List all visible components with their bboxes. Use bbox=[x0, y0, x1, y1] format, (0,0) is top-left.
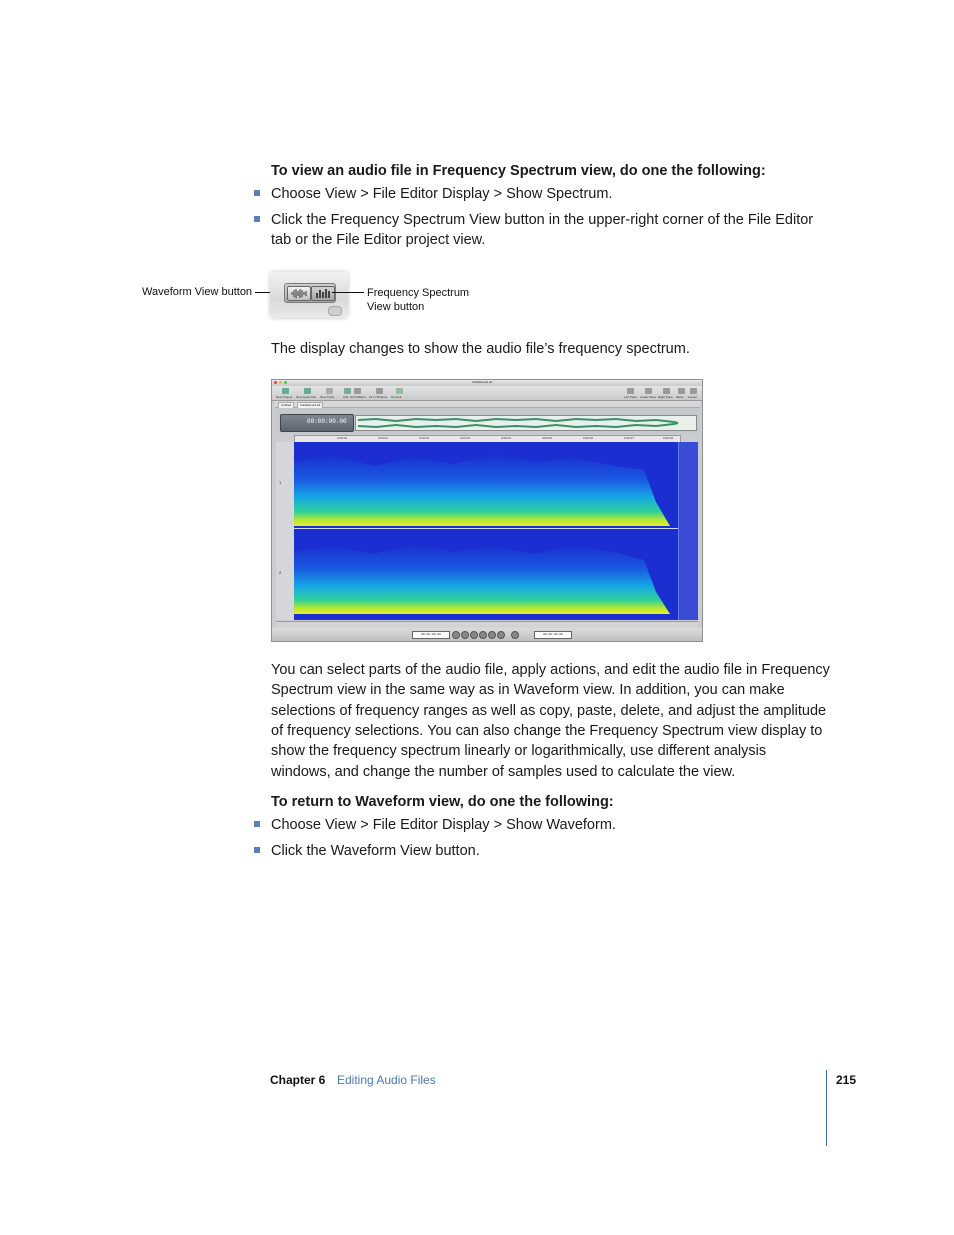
ruler-tick-label: 0:00:06 bbox=[583, 436, 594, 440]
ruler-tick-label: 0:00:00 bbox=[337, 436, 348, 440]
list-item: Click the Frequency Spectrum View button in the upper-right corner of the File Editor bbox=[271, 212, 814, 228]
toolbar-label[interactable]: Add bbox=[343, 395, 349, 399]
toolbar-label[interactable]: Layout bbox=[688, 395, 698, 399]
loop-button[interactable] bbox=[479, 631, 487, 639]
timecode-value: 00:00:00.00 bbox=[307, 418, 347, 425]
ruler-tick-label: 0:00:02 bbox=[419, 436, 430, 440]
play-button[interactable] bbox=[461, 631, 469, 639]
paragraph-line: show the frequency spectrum linearly or logarithmically, use different analysis bbox=[271, 743, 767, 759]
section-heading-waveform: To return to Waveform view, do one the following: bbox=[271, 794, 614, 810]
ruler-tick-label: 0:00:04 bbox=[501, 436, 512, 440]
ruler-tick-label: 0:00:05 bbox=[542, 436, 553, 440]
commit-icon bbox=[396, 388, 403, 394]
paragraph-line: You can select parts of the audio file, apply actions, and edit the audio file in Frequency bbox=[271, 662, 830, 678]
toolbar-label[interactable]: New Audio File bbox=[296, 395, 317, 399]
ruler-tick-label: 0:00:01 bbox=[378, 436, 389, 440]
spectrogram-image bbox=[294, 442, 679, 620]
duration-field[interactable]: 00:00:00.00 bbox=[534, 631, 572, 639]
waveform-icon bbox=[288, 287, 310, 300]
transport-button[interactable] bbox=[497, 631, 505, 639]
tab-bar bbox=[275, 401, 700, 408]
channel-label: 1 bbox=[279, 480, 282, 485]
new-track-icon bbox=[326, 388, 333, 394]
record-button[interactable] bbox=[511, 631, 519, 639]
timecode-display bbox=[280, 414, 354, 432]
file-editor-screenshot bbox=[271, 379, 703, 642]
list-item: Choose View > File Editor Display > Show Waveform. bbox=[271, 817, 616, 833]
scroll-knob bbox=[328, 306, 342, 316]
new-audio-file-icon bbox=[304, 388, 311, 394]
toolbar-label[interactable]: Fit in Window bbox=[369, 395, 388, 399]
fit-in-window-icon bbox=[376, 388, 383, 394]
transport-bar bbox=[272, 628, 702, 642]
callout-spectrum-button-line2: View button bbox=[367, 301, 425, 313]
view-toggle-group bbox=[284, 283, 336, 303]
window-title: ClickRecord.aif bbox=[472, 380, 493, 384]
list-item: Click the Waveform View button. bbox=[271, 843, 480, 859]
horizontal-scrollbar[interactable] bbox=[276, 621, 698, 628]
layout-icon bbox=[690, 388, 697, 394]
paragraph-line: windows, and change the number of samples used to calculate the view. bbox=[271, 764, 736, 780]
toolbar-label[interactable]: New Project bbox=[276, 395, 293, 399]
callout-leader-right bbox=[332, 292, 364, 293]
rewind-button[interactable] bbox=[452, 631, 460, 639]
toolbar-label[interactable]: Right Pane bbox=[658, 395, 673, 399]
toolbar-label[interactable]: New Track bbox=[320, 395, 335, 399]
view-buttons-image bbox=[270, 272, 348, 318]
callout-spectrum-button-line1: Frequency Spectrum bbox=[367, 287, 470, 299]
bullet-marker bbox=[254, 216, 260, 222]
spectrogram[interactable] bbox=[294, 442, 679, 620]
position-field[interactable]: 00:00:00.00 bbox=[412, 631, 450, 639]
tab-untitled[interactable]: Untitled bbox=[278, 402, 294, 408]
toolbar-label[interactable]: Lower Pane bbox=[640, 395, 657, 399]
meter-icon bbox=[678, 388, 685, 394]
page-number: 215 bbox=[836, 1073, 857, 1087]
ruler-tick-label: 0:00:03 bbox=[460, 436, 471, 440]
stop-button[interactable] bbox=[470, 631, 478, 639]
spectrum-icon bbox=[312, 287, 334, 300]
toolbar-label[interactable]: Meter bbox=[676, 395, 684, 399]
forward-button[interactable] bbox=[488, 631, 496, 639]
new-project-icon bbox=[282, 388, 289, 394]
paragraph-line: selections of frequency ranges as well as copy, paste, delete, and adjust the amplitude bbox=[271, 703, 827, 719]
minimize-icon bbox=[279, 381, 282, 384]
grid-marker-icon bbox=[354, 388, 361, 394]
right-pane-icon bbox=[663, 388, 670, 394]
waveform-overview[interactable] bbox=[355, 415, 697, 431]
ruler-tick-label: 0:00:08 bbox=[663, 436, 674, 440]
paragraph-line: of frequency selections. You can also change the Frequency Spectrum view display to bbox=[271, 723, 823, 739]
zoom-icon bbox=[284, 381, 287, 384]
toolbar bbox=[272, 386, 702, 401]
toolbar-label[interactable]: Grid Marker bbox=[350, 395, 366, 399]
list-item-continuation: tab or the File Editor project view. bbox=[271, 232, 486, 248]
close-icon bbox=[274, 381, 277, 384]
footer-chapter: Chapter 6 bbox=[270, 1073, 326, 1087]
paragraph: The display changes to show the audio file’s frequency spectrum. bbox=[271, 341, 690, 357]
toolbar-label[interactable]: Commit bbox=[391, 395, 402, 399]
paragraph-line: Spectrum view in the same way as in Waveform view. In addition, you can make bbox=[271, 682, 785, 698]
callout-waveform-button: Waveform View button bbox=[142, 286, 253, 298]
tab-clickrecord[interactable]: ClickRecord.aif bbox=[297, 402, 323, 408]
lower-pane-icon bbox=[645, 388, 652, 394]
spectrogram-margin bbox=[679, 442, 698, 620]
left-pane-icon bbox=[627, 388, 634, 394]
footer-chapter-title: Editing Audio Files bbox=[337, 1073, 436, 1087]
add-icon bbox=[344, 388, 351, 394]
bullet-marker bbox=[254, 847, 260, 853]
toolbar-label[interactable]: Left Pane bbox=[624, 395, 637, 399]
list-item: Choose View > File Editor Display > Show Spectrum. bbox=[271, 186, 613, 202]
bullet-marker bbox=[254, 821, 260, 827]
channel-label: 2 bbox=[279, 570, 282, 575]
overview-waveform bbox=[356, 416, 696, 430]
footer-rule bbox=[826, 1070, 827, 1146]
frequency-spectrum-view-button[interactable] bbox=[311, 286, 335, 301]
section-heading-spectrum: To view an audio file in Frequency Spectrum view, do one the following: bbox=[271, 163, 766, 179]
frequency-scale bbox=[276, 442, 295, 620]
ruler-tick-label: 0:00:07 bbox=[624, 436, 635, 440]
bullet-marker bbox=[254, 190, 260, 196]
waveform-view-button[interactable] bbox=[287, 286, 311, 301]
